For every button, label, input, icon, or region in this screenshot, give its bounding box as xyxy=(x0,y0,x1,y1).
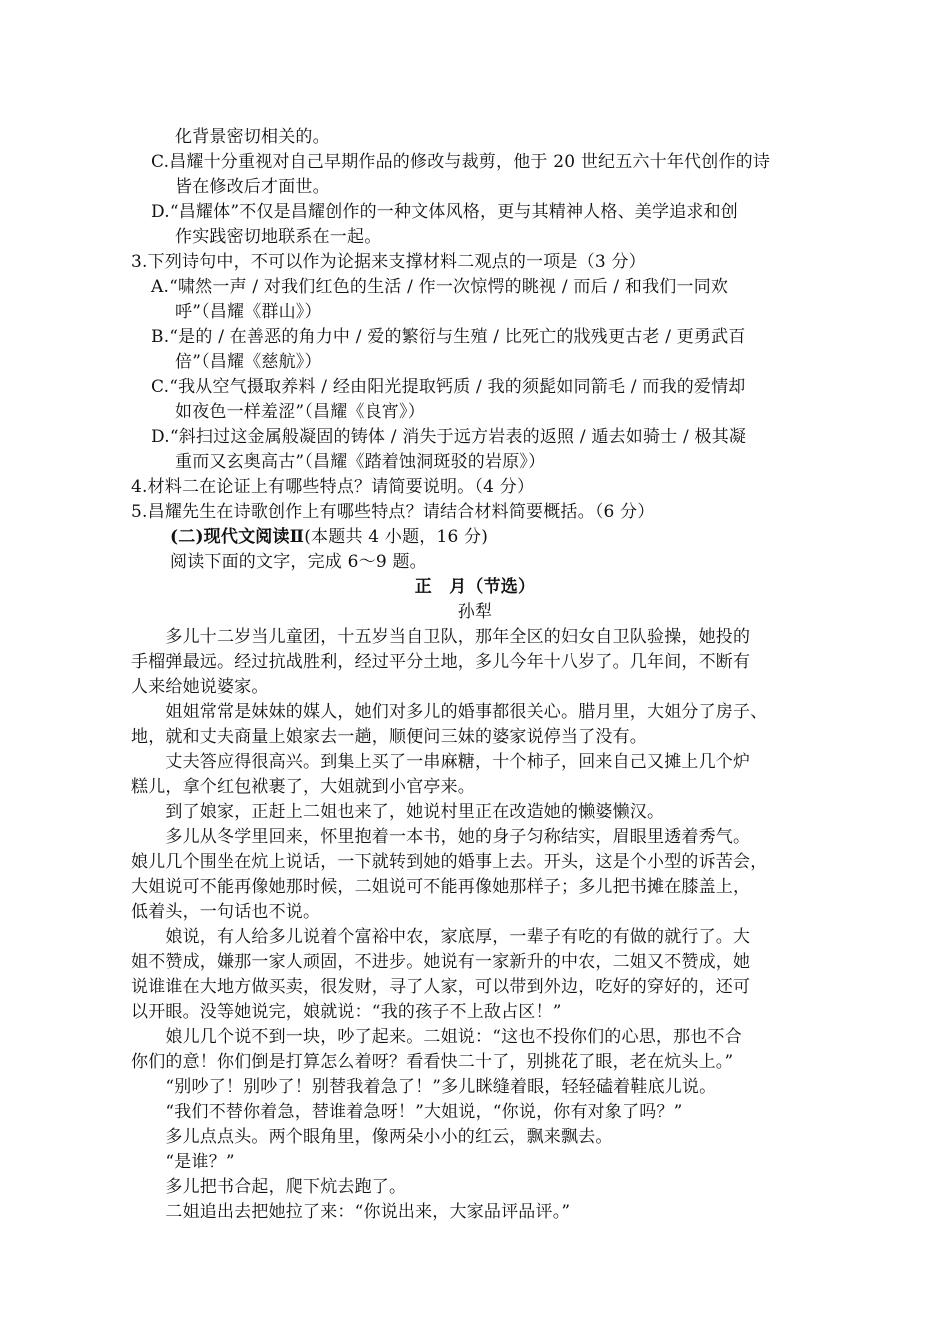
story-line: “别吵了！别吵了！别替我着急了！”多儿眯缝着眼，轻轻磕着鞋底儿说。 xyxy=(131,1077,717,1097)
story-line: “我们不替你着急，替谁着急呀！”大姐说，“你说，你有对象了吗？” xyxy=(131,1102,683,1122)
story-line: 大姐说可不能再像她那时候，二姐说可不能再像她那样子；多儿把书摊在膝盖上， xyxy=(131,877,751,897)
story-line: 丈夫答应得很高兴。到集上买了一串麻糖，十个柿子，回来自己又摊上几个炉 xyxy=(131,752,751,772)
q2-option-d-line1: D.“昌耀体”不仅是昌耀创作的一种文体风格，更与其精神人格、美学追求和创 xyxy=(151,202,739,222)
story-line: 多儿从冬学里回来，怀里抱着一本书，她的身子匀称结实，眉眼里透着秀气。 xyxy=(131,827,751,847)
q4-stem: 4.材料二在论证上有哪些特点？请简要说明。（4 分） xyxy=(131,477,535,497)
q3-option-d-line2: 重而又玄奥高古”（昌耀《踏着蚀洞斑驳的岩原》） xyxy=(175,452,546,472)
story-line: 手榴弹最远。经过抗战胜利，经过平分土地，多儿今年十八岁了。几年间，不断有 xyxy=(131,652,751,672)
q3-option-b-line2: 倍”（昌耀《慈航》） xyxy=(175,352,322,372)
q2-option-c-line2: 皆在修改后才面世。 xyxy=(175,177,330,197)
story-line: 姐姐常常是妹妹的媒人，她们对多儿的婚事都很关心。腊月里，大姐分了房子、 xyxy=(131,702,768,722)
q2-b-continuation: 化背景密切相关的。 xyxy=(175,127,330,147)
story-line: 以开眼。没等她说完，娘就说：“我的孩子不上敌占区！” xyxy=(131,1002,562,1022)
story-line: 姐不赞成，嫌那一家人顽固，不进步。她说有一家新升的中农，二姐又不赞成，她 xyxy=(131,952,751,972)
story-line: 娘儿几个围坐在炕上说话，一下就转到她的婚事上去。开头，这是个小型的诉苦会， xyxy=(131,852,768,872)
section-heading-note: (本题共 4 小题，16 分) xyxy=(304,527,489,547)
story-line: 娘说，有人给多儿说着个富裕中农，家底厚，一辈子有吃的有做的就行了。大 xyxy=(131,927,751,947)
section-heading xyxy=(170,525,488,549)
q3-option-b-line1: B.“是的 / 在善恶的角力中 / 爱的繁衍与生殖 / 比死亡的戕残更古老 / 更勇武百 xyxy=(151,327,746,347)
story-line: 二姐追出去把她拉了来：“你说出来，大家品评品评。” xyxy=(131,1202,571,1222)
q3-option-d-line1: D.“斜扫过这金属般凝固的铸体 / 消失于远方岩表的返照 / 遁去如骑士 / 极其凝 xyxy=(151,427,747,447)
story-author: 孙犁 xyxy=(457,602,493,622)
q3-option-c-line1: C.“我从空气摄取养料 / 经由阳光提取钙质 / 我的须髭如同箭毛 / 而我的爱情却 xyxy=(151,377,746,397)
story-line: 娘儿几个说不到一块，吵了起来。二姐说：“这也不投你们的心思，那也不合 xyxy=(131,1027,742,1047)
story-line: 糕儿，拿个红包袱裹了，大姐就到小官亭来。 xyxy=(131,777,475,797)
story-line: 人来给她说婆家。 xyxy=(131,677,269,697)
q3-option-a-line2: 呼”（昌耀《群山》） xyxy=(175,302,322,322)
q3-option-c-line2: 如夜色一样羞涩”（昌耀《良宵》） xyxy=(175,402,425,422)
story-line: 多儿十二岁当儿童团，十五岁当自卫队，那年全区的妇女自卫队验操，她投的 xyxy=(131,627,751,647)
story-line: 地，就和丈夫商量上娘家去一趟，顺便问三妹的婆家说停当了没有。 xyxy=(131,727,647,747)
q3-option-a-line1: A.“啸然一声 / 对我们红色的生活 / 作一次惊愕的眺视 / 而后 / 和我们一同欢 xyxy=(151,277,729,297)
q5-stem: 5.昌耀先生在诗歌创作上有哪些特点？请结合材料简要概括。（6 分） xyxy=(131,502,655,522)
story-line: 你们的意！你们倒是打算怎么着呀？看看快二十了，别挑花了眼，老在炕头上。” xyxy=(131,1052,734,1072)
story-line: 低着头，一句话也不说。 xyxy=(131,902,321,922)
q2-option-d-line2: 作实践密切地联系在一起。 xyxy=(175,227,382,247)
story-line: 多儿把书合起，爬下炕去跑了。 xyxy=(131,1177,407,1197)
section-heading-title: (二)现代文阅读Ⅱ xyxy=(170,527,305,547)
section-instruction: 阅读下面的文字，完成 6～9 题。 xyxy=(170,552,427,572)
q2-option-c-line1: C.昌耀十分重视对自己早期作品的修改与裁剪，他于 20 世纪五六十年代创作的诗 xyxy=(151,152,771,172)
story-title: 正 月（节选） xyxy=(414,577,536,597)
story-line: 多儿点点头。两个眼角里，像两朵小小的红云，飘来飘去。 xyxy=(131,1127,613,1147)
story-line: 到了娘家，正赶上二姐也来了，她说村里正在改造她的懒婆懒汉。 xyxy=(131,802,665,822)
q3-stem: 3.下列诗句中，不可以作为论据来支撑材料二观点的一项是（3 分） xyxy=(131,252,646,272)
story-line: 说谁谁在大地方做买卖，很发财，寻了人家，可以带到外边，吃好的穿好的，还可 xyxy=(131,977,751,997)
story-line: “是谁？” xyxy=(131,1152,235,1172)
